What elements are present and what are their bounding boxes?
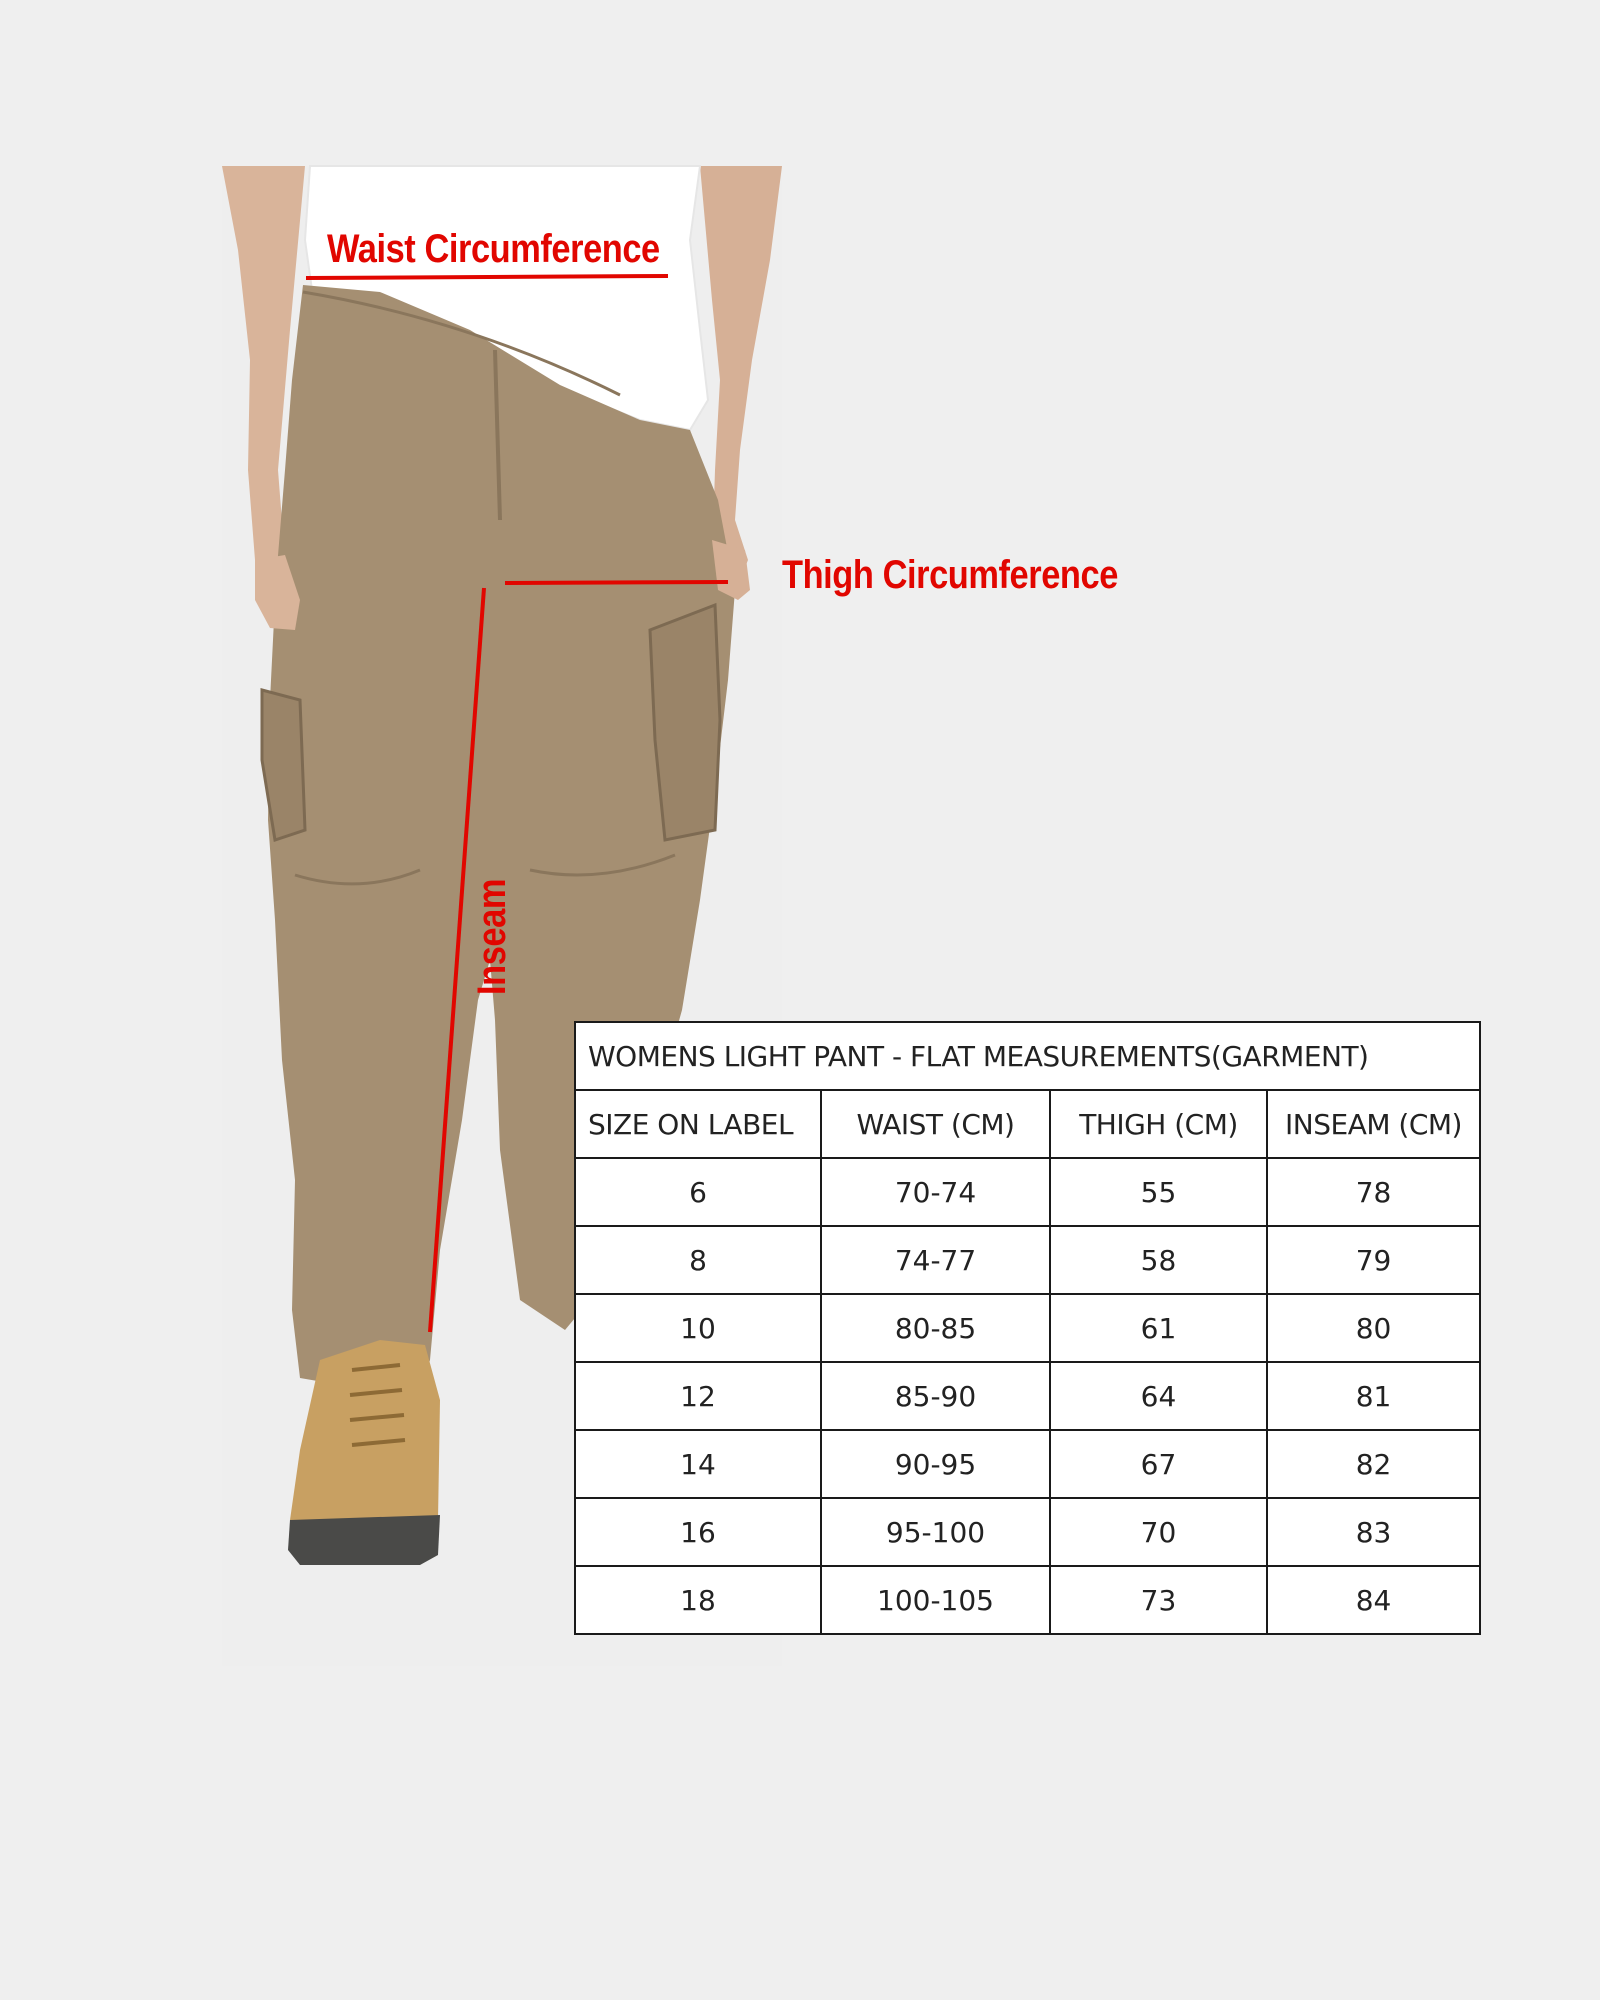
thigh-cell: 67 xyxy=(1050,1430,1267,1498)
waist-cell: 80-85 xyxy=(821,1294,1050,1362)
waist-cell: 74-77 xyxy=(821,1226,1050,1294)
thigh-cell: 58 xyxy=(1050,1226,1267,1294)
table-row xyxy=(575,1498,1480,1566)
inseam-cell: 84 xyxy=(1267,1566,1480,1634)
size-cell: 12 xyxy=(575,1362,821,1430)
table-row xyxy=(575,1226,1480,1294)
size-cell: 8 xyxy=(575,1226,821,1294)
size-cell: 18 xyxy=(575,1566,821,1634)
waist-cell: 90-95 xyxy=(821,1430,1050,1498)
inseam-cell: 83 xyxy=(1267,1498,1480,1566)
size-cell: 6 xyxy=(575,1158,821,1226)
waist-cell: 85-90 xyxy=(821,1362,1050,1430)
size-cell: 16 xyxy=(575,1498,821,1566)
waist-cell: 70-74 xyxy=(821,1158,1050,1226)
inseam-cell: 78 xyxy=(1267,1158,1480,1226)
header-size-on-label: SIZE ON LABEL xyxy=(575,1090,821,1158)
table-header-row xyxy=(575,1090,1480,1158)
inseam-cell: 80 xyxy=(1267,1294,1480,1362)
thigh-cell: 61 xyxy=(1050,1294,1267,1362)
waist-line xyxy=(306,276,668,278)
table-row xyxy=(575,1158,1480,1226)
thigh-line xyxy=(505,582,728,583)
header-waist: WAIST (CM) xyxy=(821,1090,1050,1158)
size-cell: 14 xyxy=(575,1430,821,1498)
waist-cell: 95-100 xyxy=(821,1498,1050,1566)
thigh-cell: 70 xyxy=(1050,1498,1267,1566)
table-row xyxy=(575,1362,1480,1430)
size-chart-table xyxy=(574,1021,1481,1635)
table-row xyxy=(575,1294,1480,1362)
thigh-circumference-label: Thigh Circumference xyxy=(782,553,1118,597)
table-row xyxy=(575,1566,1480,1634)
waist-circumference-label: Waist Circumference xyxy=(327,227,660,271)
boot-sole xyxy=(288,1515,440,1565)
thigh-cell: 73 xyxy=(1050,1566,1267,1634)
inseam-cell: 81 xyxy=(1267,1362,1480,1430)
inseam-cell: 79 xyxy=(1267,1226,1480,1294)
cargo-pocket-right xyxy=(650,605,720,840)
table-title-row xyxy=(575,1022,1480,1090)
header-inseam: INSEAM (CM) xyxy=(1267,1090,1480,1158)
waist-cell: 100-105 xyxy=(821,1566,1050,1634)
table-row xyxy=(575,1430,1480,1498)
thigh-cell: 55 xyxy=(1050,1158,1267,1226)
inseam-cell: 82 xyxy=(1267,1430,1480,1498)
table-title: WOMENS LIGHT PANT - FLAT MEASUREMENTS(GARMENT) xyxy=(575,1022,1480,1090)
size-cell: 10 xyxy=(575,1294,821,1362)
inseam-label: Inseam xyxy=(470,879,514,995)
header-thigh: THIGH (CM) xyxy=(1050,1090,1267,1158)
thigh-cell: 64 xyxy=(1050,1362,1267,1430)
